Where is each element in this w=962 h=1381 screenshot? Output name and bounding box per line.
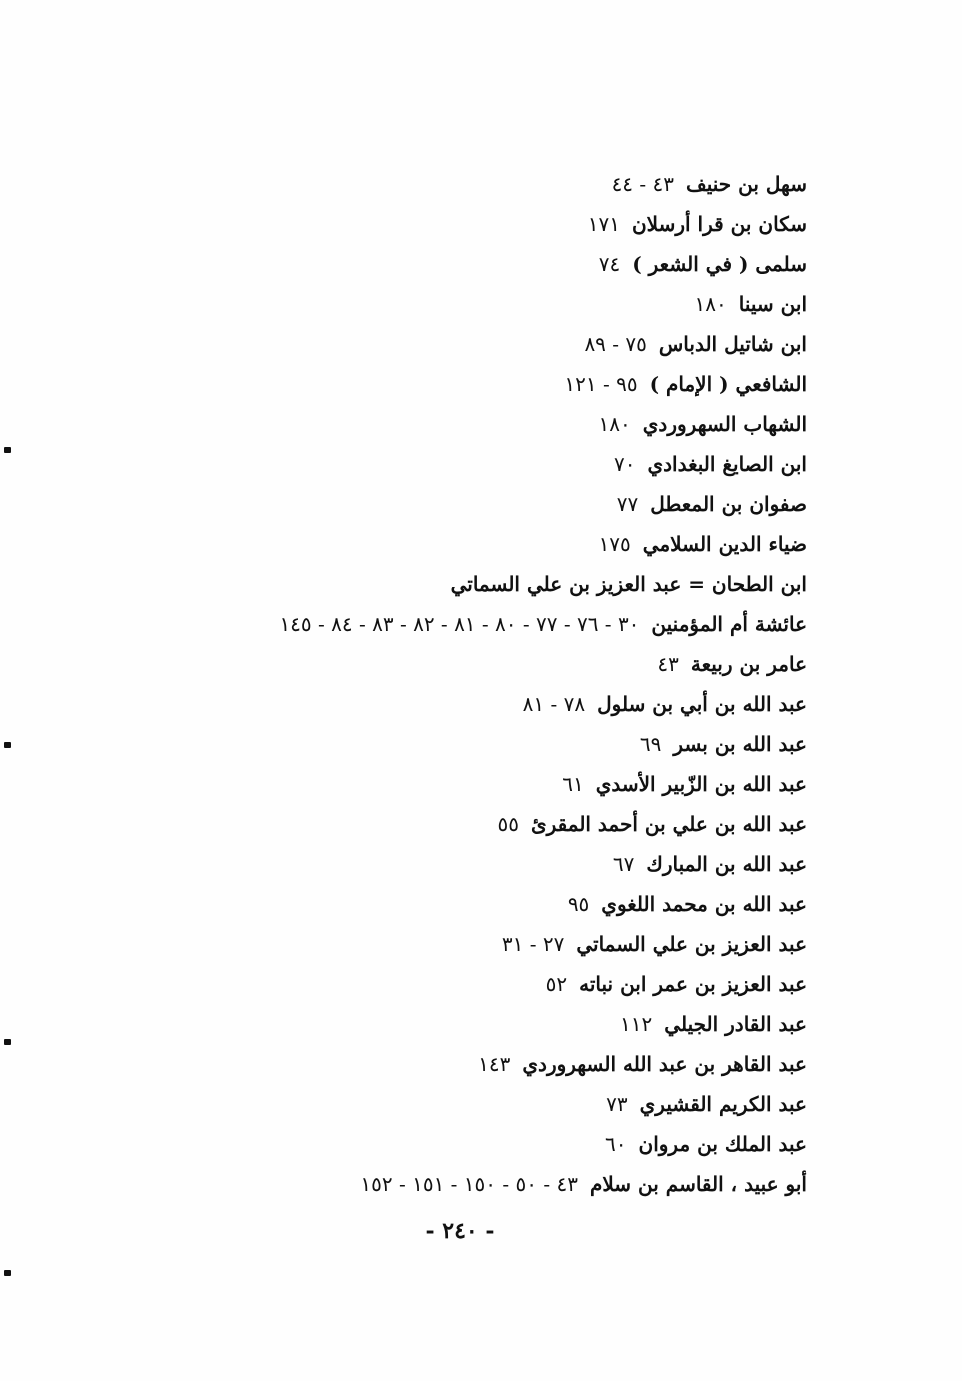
index-entry bbox=[147, 964, 807, 1004]
entry-name: عبد الله بن علي بن أحمد المقرئ bbox=[530, 812, 807, 836]
entry-name: عائشة أم المؤمنين bbox=[651, 612, 807, 636]
index-entry bbox=[147, 484, 807, 524]
index-entry bbox=[147, 444, 807, 484]
entry-name: سهل بن حنيف bbox=[686, 172, 807, 196]
entry-name: سلمى ( في الشعر ) bbox=[632, 252, 807, 276]
index-entry bbox=[147, 244, 807, 284]
entry-pages: ١٧٥ bbox=[598, 532, 631, 556]
index-entry bbox=[147, 644, 807, 684]
entry-pages: ٥٥ bbox=[497, 812, 519, 836]
entry-pages: ١٤٣ bbox=[478, 1052, 511, 1076]
entry-pages: ٧٥ - ٨٩ bbox=[584, 332, 647, 356]
scan-mark bbox=[4, 742, 11, 748]
entry-name: ابن شاتيل الدباس bbox=[658, 332, 807, 356]
entry-pages: ٧٨ - ٨١ bbox=[522, 692, 586, 716]
entry-pages: ٦٧ bbox=[612, 852, 635, 876]
index-entry bbox=[147, 604, 807, 644]
entry-pages: ٥٢ bbox=[545, 972, 568, 996]
entry-name: الشافعي ( الإمام ) bbox=[649, 372, 807, 396]
index-entry bbox=[147, 1124, 807, 1164]
entry-name: ضياء الدين السلامي bbox=[642, 532, 807, 556]
entry-pages: ٧٠ bbox=[613, 452, 636, 476]
entry-name: ابن سينا bbox=[738, 292, 807, 316]
entry-pages: ٤٣ - ٥٠ - ١٥٠ - ١٥١ - ١٥٢ bbox=[360, 1172, 578, 1196]
index-entry bbox=[147, 524, 807, 564]
entry-pages: ٤٣ - ٤٤ bbox=[611, 172, 675, 196]
entry-pages: ١٨٠ bbox=[598, 412, 631, 436]
index-entry bbox=[147, 1044, 807, 1084]
entry-pages: ٧٣ bbox=[606, 1092, 628, 1116]
entry-pages: ١٧١ bbox=[587, 212, 620, 236]
entry-name: ابن الصايغ البغدادي bbox=[647, 452, 807, 476]
index-entry bbox=[147, 924, 807, 964]
entry-name: أبو عبيد ، القاسم بن سلام bbox=[589, 1172, 807, 1196]
index-entry bbox=[147, 684, 807, 724]
entry-pages: ٦١ bbox=[562, 772, 584, 796]
index-entry bbox=[147, 1084, 807, 1124]
index-entry bbox=[147, 724, 807, 764]
index-entry bbox=[147, 884, 807, 924]
entry-pages: ٩٥ - ١٢١ bbox=[564, 372, 638, 396]
index-entry bbox=[147, 364, 807, 404]
scan-mark bbox=[4, 1039, 11, 1045]
entry-pages: ٧٤ bbox=[598, 252, 621, 276]
entry-pages: ١٨٠ bbox=[694, 292, 727, 316]
entry-name: عبد الله بن محمد اللغوي bbox=[601, 892, 807, 916]
entry-name: عبد الله بن أبي بن سلول bbox=[597, 692, 807, 716]
entry-name: صفوان بن المعطل bbox=[650, 492, 807, 516]
entry-pages: ٤٣ bbox=[657, 652, 679, 676]
index-entry bbox=[147, 324, 807, 364]
entry-name: ابن الطحان = عبد العزيز بن علي السماتي bbox=[450, 572, 807, 596]
index-entry bbox=[147, 844, 807, 884]
index-entry bbox=[147, 284, 807, 324]
index-entry bbox=[147, 804, 807, 844]
scan-mark bbox=[4, 447, 11, 453]
index-list bbox=[147, 164, 807, 1204]
entry-name: عبد الكريم القشيري bbox=[639, 1092, 807, 1116]
entry-pages: ٦٠ bbox=[605, 1132, 627, 1156]
entry-name: عبد الله بن بسر bbox=[673, 732, 807, 756]
entry-name: عبد العزيز بن عمر ابن نباته bbox=[579, 972, 807, 996]
index-entry bbox=[147, 404, 807, 444]
entry-name: سكان بن قرا أرسلان bbox=[631, 212, 807, 236]
entry-name: عبد القاهر بن عبد الله السهروردي bbox=[522, 1052, 807, 1076]
index-entry bbox=[147, 564, 807, 604]
index-entry bbox=[147, 164, 807, 204]
entry-pages: ٦٩ bbox=[639, 732, 662, 756]
entry-pages: ٣٠ - ٧٦ - ٧٧ - ٨٠ - ٨١ - ٨٢ - ٨٣ - ٨٤ - ١٤٥ bbox=[279, 612, 640, 636]
page-number: - ٢٤٠ - bbox=[425, 1218, 495, 1244]
entry-name: عبد الله بن المبارك bbox=[646, 852, 807, 876]
entry-name: عبد الله بن الزّبير الأسدي bbox=[595, 772, 807, 796]
index-entry bbox=[147, 1164, 807, 1204]
index-entry bbox=[147, 1004, 807, 1044]
entry-name: عبد القادر الجيلي bbox=[664, 1012, 807, 1036]
index-entry bbox=[147, 204, 807, 244]
entry-name: عبد العزيز بن علي السماتي bbox=[576, 932, 807, 956]
index-entry bbox=[147, 764, 807, 804]
entry-name: عبد الملك بن مروان bbox=[638, 1132, 807, 1156]
entry-pages: ٢٧ - ٣١ bbox=[501, 932, 565, 956]
entry-name: الشهاب السهروردي bbox=[642, 412, 807, 436]
entry-name: عامر بن ربيعة bbox=[690, 652, 807, 676]
scan-mark bbox=[4, 1270, 11, 1276]
entry-pages: ٧٧ bbox=[616, 492, 639, 516]
entry-pages: ١١٢ bbox=[620, 1012, 653, 1036]
entry-pages: ٩٥ bbox=[567, 892, 590, 916]
